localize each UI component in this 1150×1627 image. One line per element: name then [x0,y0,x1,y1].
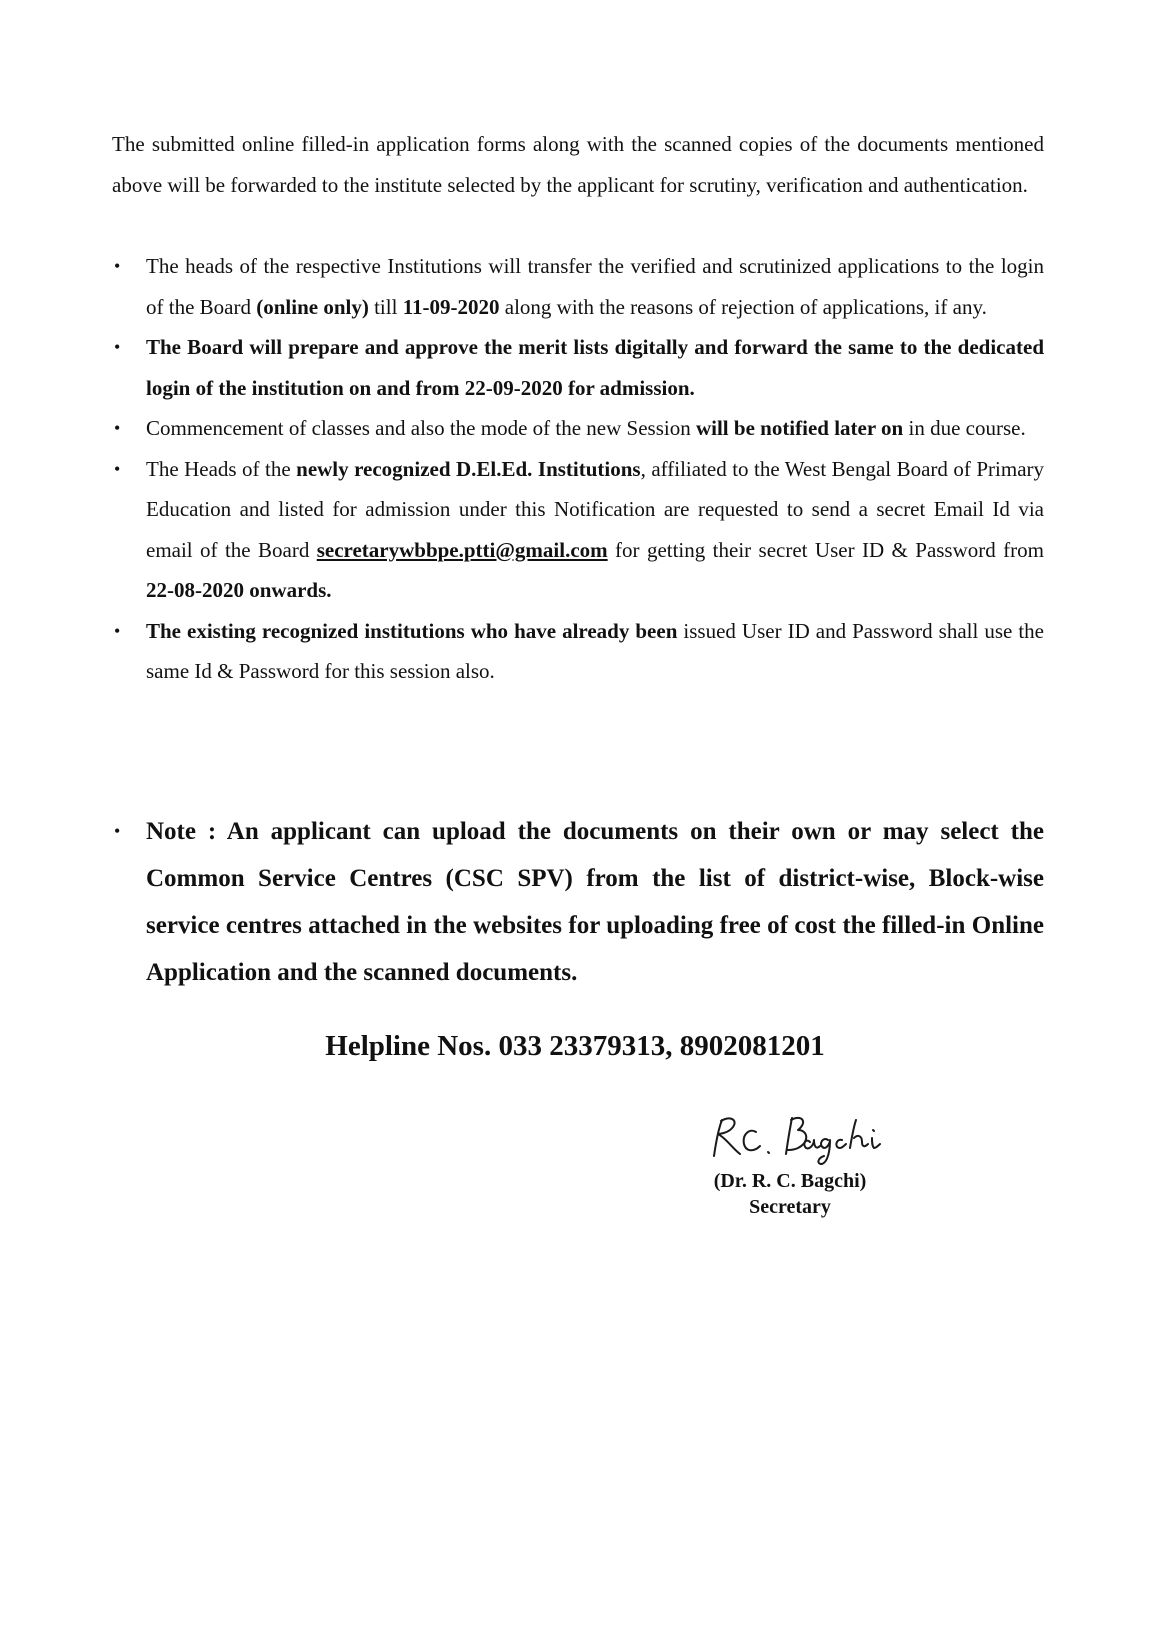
bullet-icon: • [114,821,121,841]
bullet-icon: • [114,337,121,357]
signature-image [706,1108,886,1170]
board-email-link[interactable]: secretarywbbpe.ptti@gmail.com [316,537,608,562]
bullet-icon: • [114,256,121,276]
bullet-icon: • [114,458,121,479]
list-item: • Commencement of classes and also the mode of the new Session will be notified later on in due course. [112,408,1044,449]
list-item: • The existing recognized institutions who have already been issued User ID and Password shall use the same Id & Password for this session also. [112,611,1044,692]
note-paragraph [112,808,1044,996]
intro-paragraph: The submitted online filled-in application forms along with the scanned copies of the documents mentioned above will be forwarded to the institute selected by the applicant for scrutiny, verification and authentication. [112,132,1044,197]
signatory-block [660,1168,920,1220]
bullet-icon: • [114,418,121,438]
signatory-name: (Dr. R. C. Bagchi) [713,1170,867,1192]
list-item: • The Heads of the newly recognized D.El.Ed. Institutions, affiliated to the West Bengal Board of Primary Education and listed for admission under this Notification are requested to send a secret Email Id via email of the Board secretarywbbpe.ptti@gmail.com for getting their secret User ID & Password from 22-08-2020 onwards. [112,449,1044,611]
note-text: Note : An applicant can upload the documents on their own or may select the Common Service Centres (CSC SPV) from the list of district-wise, Block-wise service centres attached in the websites for uploading free of cost the filled-in Online Application and the scanned documents. [146,818,1044,986]
list-item: • The Board will prepare and approve the merit lists digitally and forward the same to the dedicated login of the institution on and from 22-09-2020 for admission. [112,327,1044,408]
bullet-icon: • [114,620,121,641]
signatory-designation: Secretary [749,1196,831,1218]
list-item: • The heads of the respective Institutions will transfer the verified and scrutinized applications to the login of the Board (online only) till 11-09-2020 along with the reasons of rejection of applications, if any. [112,246,1044,327]
helpline-numbers: Helpline Nos. 033 23379313, 8902081201 [325,1030,825,1062]
bullet-list [112,246,1044,692]
